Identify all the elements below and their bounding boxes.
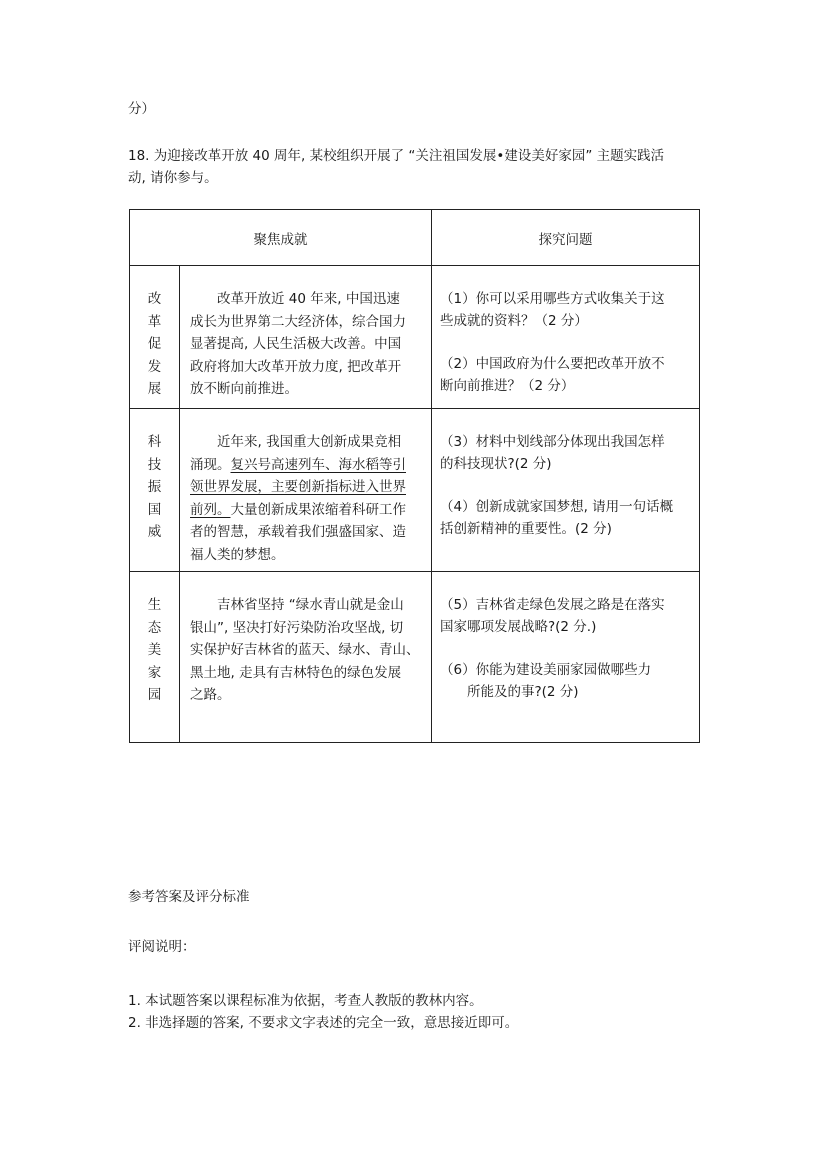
inquiry-question-line: （4）创新成就家国梦想, 请用一句话概 <box>440 499 674 515</box>
row-questions <box>432 409 700 572</box>
inquiry-question-line: 国家哪项发展战略?(2 分.) <box>440 619 597 635</box>
material-line <box>190 288 425 311</box>
header-inquiry: 探究问题 <box>432 210 700 266</box>
material-line <box>190 333 425 356</box>
row-material <box>180 572 432 743</box>
row-label-char: 革 <box>147 313 162 330</box>
material-text: 吉林省坚持 “绿水青山就是金山 <box>190 597 404 613</box>
material-text: 涌现。 <box>190 456 231 473</box>
material-text: 福人类的梦想。 <box>190 546 285 563</box>
row-label-char: 美 <box>147 642 162 658</box>
row-label-char: 技 <box>147 456 162 473</box>
table-row <box>130 266 700 409</box>
material-line <box>190 356 425 379</box>
answers-subtitle: 评阅说明： <box>128 939 196 955</box>
inquiry-question-line: 所能及的事?(2 分) <box>440 684 579 700</box>
row-label-char: 振 <box>147 479 162 495</box>
material-text: 放不断向前推进。 <box>190 381 298 397</box>
row-label-char: 生 <box>147 597 162 613</box>
table-row <box>130 572 700 743</box>
practice-activity-table <box>129 209 700 743</box>
material-line <box>190 617 425 640</box>
material-line <box>190 499 425 522</box>
table-header-row <box>130 210 700 266</box>
row-label-char: 促 <box>147 336 162 352</box>
inquiry-question-line: （6）你能为建设美丽家园做哪些力 <box>440 662 652 678</box>
row-label-char: 发 <box>147 358 162 375</box>
inquiry-question-line: （3）材料中划线部分体现出我国怎样 <box>440 434 665 450</box>
material-line <box>190 662 425 685</box>
row-label-char: 家 <box>147 664 162 681</box>
material-line <box>190 544 425 567</box>
answers-notes <box>128 990 518 1034</box>
material-text: 政府将加大改革开放力度, 把改革开 <box>190 358 402 375</box>
material-text: 改革开放近 40 年来, 中国迅速 <box>190 291 400 307</box>
material-text: 近年来, 我国重大创新成果竞相 <box>190 434 402 450</box>
page-top-fragment: 分） <box>128 101 155 117</box>
material-line <box>190 476 425 499</box>
row-label-char: 威 <box>147 524 162 540</box>
row-label-char: 科 <box>147 434 162 450</box>
inquiry-question-line: 的科技现状?(2 分) <box>440 456 552 472</box>
row-questions <box>432 572 700 743</box>
inquiry-question-line: （1）你可以采用哪些方式收集关于这 <box>440 291 665 307</box>
row-label-char: 展 <box>147 381 162 397</box>
material-line <box>190 431 425 454</box>
material-text: 银山”, 坚决打好污染防治攻坚战, 切 <box>190 619 404 636</box>
inquiry-question-line: 括创新精神的重要性。(2 分) <box>440 521 612 537</box>
question-intro-line: 18. 为迎接改革开放 40 周年, 某校组织开展了 “关注祖国发展•建设美好家园” 主题实践活 <box>128 148 665 164</box>
row-label-char: 态 <box>147 619 162 636</box>
material-text: 者的智慧，承载着我们强盛国家、造 <box>190 524 406 540</box>
material-line <box>190 594 425 617</box>
inquiry-question-line: 断向前推进？（2 分） <box>440 378 575 394</box>
answer-note: 2. 非选择题的答案, 不要求文字表述的完全一致，意思接近即可。 <box>128 1015 519 1031</box>
inquiry-question <box>440 288 693 332</box>
material-line <box>190 684 425 707</box>
row-label-char: 国 <box>147 501 162 518</box>
material-line <box>190 311 425 334</box>
table-row <box>130 409 700 572</box>
inquiry-question <box>440 431 693 475</box>
material-text: 黑土地, 走具有吉林特色的绿色发展 <box>190 664 402 681</box>
answers-title: 参考答案及评分标准 <box>128 889 250 905</box>
row-label-char: 园 <box>147 687 162 703</box>
material-text: 实保护好吉林省的蓝天、绿水、青山、 <box>190 642 420 658</box>
row-material <box>180 409 432 572</box>
row-label-char: 改 <box>147 291 162 307</box>
underlined-text: 领世界发展，主要创新指标进入世界 <box>190 479 406 495</box>
row-label <box>130 409 180 572</box>
inquiry-question-line: （5）吉林省走绿色发展之路是在落实 <box>440 597 665 613</box>
row-questions <box>432 266 700 409</box>
underlined-text: 前列。 <box>190 501 231 518</box>
material-line <box>190 378 425 401</box>
question-intro-line: 动, 请你参与。 <box>128 170 218 186</box>
inquiry-question <box>440 353 693 397</box>
inquiry-question <box>440 659 693 703</box>
material-text: 大量创新成果浓缩着科研工作 <box>230 501 406 518</box>
material-text: 之路。 <box>190 687 231 703</box>
row-label <box>130 266 180 409</box>
answer-note: 1. 本试题答案以课程标准为依据，考查人教版的教林内容。 <box>128 993 483 1009</box>
inquiry-question <box>440 594 693 638</box>
material-text: 显著提高, 人民生活极大改善。中国 <box>190 336 402 352</box>
question-18-intro <box>128 145 664 189</box>
row-material <box>180 266 432 409</box>
underlined-text: 复兴号高速列车、海水稻等引 <box>230 456 406 473</box>
inquiry-question-line: （2）中国政府为什么要把改革开放不 <box>440 356 665 372</box>
inquiry-question-line: 些成就的资料？（2 分） <box>440 313 588 329</box>
header-focus: 聚焦成就 <box>130 210 432 266</box>
material-line <box>190 454 425 477</box>
material-text: 成长为世界第二大经济体，综合国力 <box>190 313 406 330</box>
material-line <box>190 521 425 544</box>
material-line <box>190 639 425 662</box>
row-label <box>130 572 180 743</box>
inquiry-question <box>440 496 693 540</box>
